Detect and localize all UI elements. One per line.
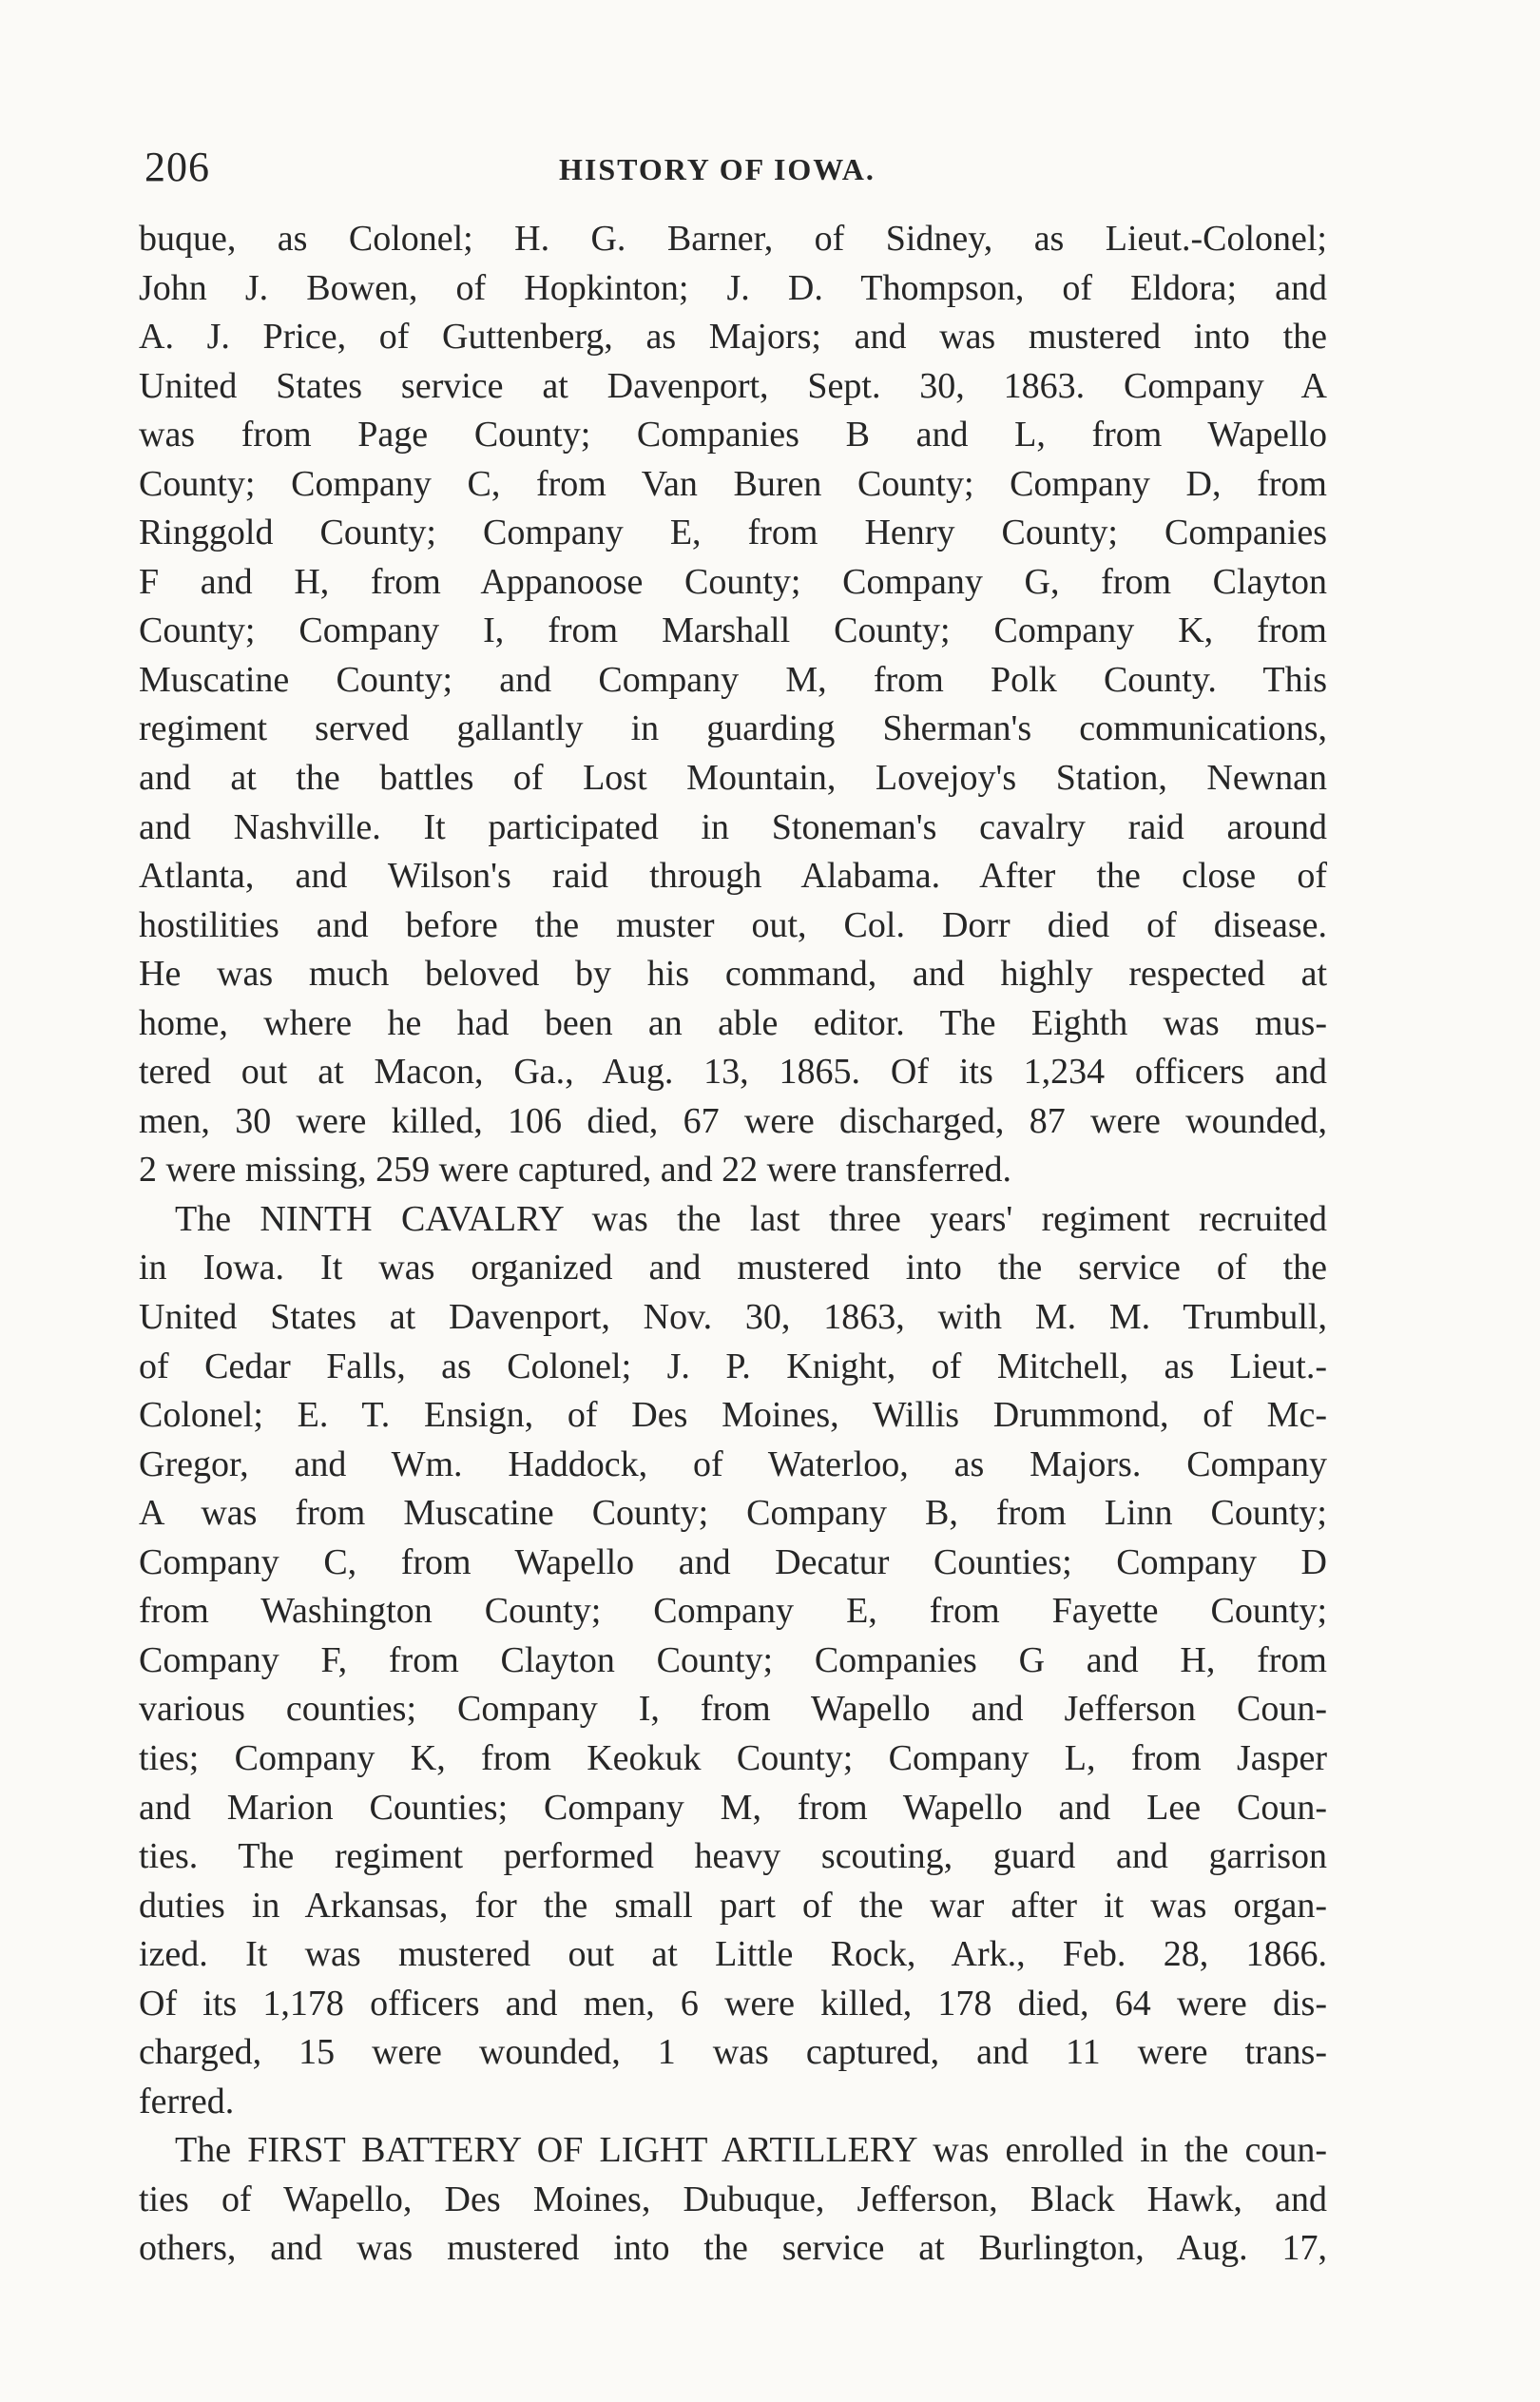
- text-line: of Cedar Falls, as Colonel; J. P. Knight, of Mitchell, as Lieut.-: [139, 1346, 1327, 1386]
- text-line: John J. Bowen, of Hopkinton; J. D. Thompson, of Eldora; and: [139, 267, 1327, 308]
- text-line: 2 were missing, 259 were captured, and 22 were transferred.: [139, 1150, 1011, 1191]
- text-line: home, where he had been an able editor. The Eighth was mus-: [139, 1002, 1327, 1043]
- text-line: County; Company I, from Marshall County; Company K, from: [139, 610, 1327, 651]
- text-line: A. J. Price, of Guttenberg, as Majors; and was mustered into the: [139, 317, 1327, 358]
- text-line: Of its 1,178 officers and men, 6 were killed, 178 died, 64 were dis-: [139, 1983, 1327, 2024]
- text-line: Ringgold County; Company E, from Henry County; Companies: [139, 513, 1327, 553]
- text-line: duties in Arkansas, for the small part of the war after it was organ-: [139, 1885, 1327, 1926]
- text-line: County; Company C, from Van Buren County; Company D, from: [139, 463, 1327, 504]
- text-line: others, and was mustered into the service at Burlington, Aug. 17,: [139, 2228, 1327, 2269]
- text-line: and at the battles of Lost Mountain, Lovejoy's Station, Newnan: [139, 758, 1327, 799]
- page-number: 206: [144, 144, 210, 190]
- text-line: A was from Muscatine County; Company B, from Linn County;: [139, 1493, 1327, 1534]
- text-line: ized. It was mustered out at Little Rock, Ark., Feb. 28, 1866.: [139, 1934, 1327, 1975]
- text-line: United States at Davenport, Nov. 30, 1863, with M. M. Trumbull,: [139, 1297, 1327, 1338]
- text-line: Gregor, and Wm. Haddock, of Waterloo, as Majors. Company: [139, 1443, 1327, 1484]
- text-line: was from Page County; Companies B and L, from Wapello: [139, 415, 1327, 455]
- text-line: buque, as Colonel; H. G. Barner, of Sidney, as Lieut.-Colonel;: [139, 219, 1327, 259]
- paragraph-start-first-battery: The FIRST BATTERY OF LIGHT ARTILLERY was enrolled in the coun-: [175, 2130, 1327, 2171]
- paragraph-start-ninth-cavalry: The NINTH CAVALRY was the last three years' regiment recruited: [175, 1198, 1327, 1239]
- text-line: and Marion Counties; Company M, from Wapello and Lee Coun-: [139, 1787, 1327, 1828]
- text-line: ties; Company K, from Keokuk County; Company L, from Jasper: [139, 1737, 1327, 1778]
- text-line: United States service at Davenport, Sept. 30, 1863. Company A: [139, 365, 1327, 406]
- text-line: Company C, from Wapello and Decatur Counties; Company D: [139, 1541, 1327, 1582]
- text-line: Company F, from Clayton County; Companies G and H, from: [139, 1639, 1327, 1680]
- body-text: [139, 215, 1327, 2274]
- text-line: Muscatine County; and Company M, from Polk County. This: [139, 659, 1327, 700]
- text-line: Atlanta, and Wilson's raid through Alabama. After the close of: [139, 856, 1327, 897]
- text-line: ferred.: [139, 2081, 235, 2121]
- text-line: and Nashville. It participated in Stoneman's cavalry raid around: [139, 806, 1327, 847]
- text-line: ties. The regiment performed heavy scouting, guard and garrison: [139, 1836, 1327, 1877]
- text-line: He was much beloved by his command, and highly respected at: [139, 954, 1327, 995]
- text-line: regiment served gallantly in guarding Sherman's communications,: [139, 708, 1327, 749]
- text-line: charged, 15 were wounded, 1 was captured, and 11 were trans-: [139, 2032, 1327, 2073]
- text-line: various counties; Company I, from Wapello and Jefferson Coun-: [139, 1689, 1327, 1730]
- text-line: men, 30 were killed, 106 died, 67 were discharged, 87 were wounded,: [139, 1100, 1327, 1141]
- text-line: from Washington County; Company E, from Fayette County;: [139, 1591, 1327, 1632]
- text-line: Colonel; E. T. Ensign, of Des Moines, Willis Drummond, of Mc-: [139, 1395, 1327, 1436]
- text-line: in Iowa. It was organized and mustered into the service of the: [139, 1248, 1327, 1288]
- text-line: ties of Wapello, Des Moines, Dubuque, Jefferson, Black Hawk, and: [139, 2179, 1327, 2219]
- text-line: hostilities and before the muster out, Col. Dorr died of disease.: [139, 904, 1327, 945]
- text-line: F and H, from Appanoose County; Company G, from Clayton: [139, 561, 1327, 602]
- text-line: tered out at Macon, Ga., Aug. 13, 1865. Of its 1,234 officers and: [139, 1052, 1327, 1093]
- running-title: HISTORY OF IOWA.: [559, 152, 876, 186]
